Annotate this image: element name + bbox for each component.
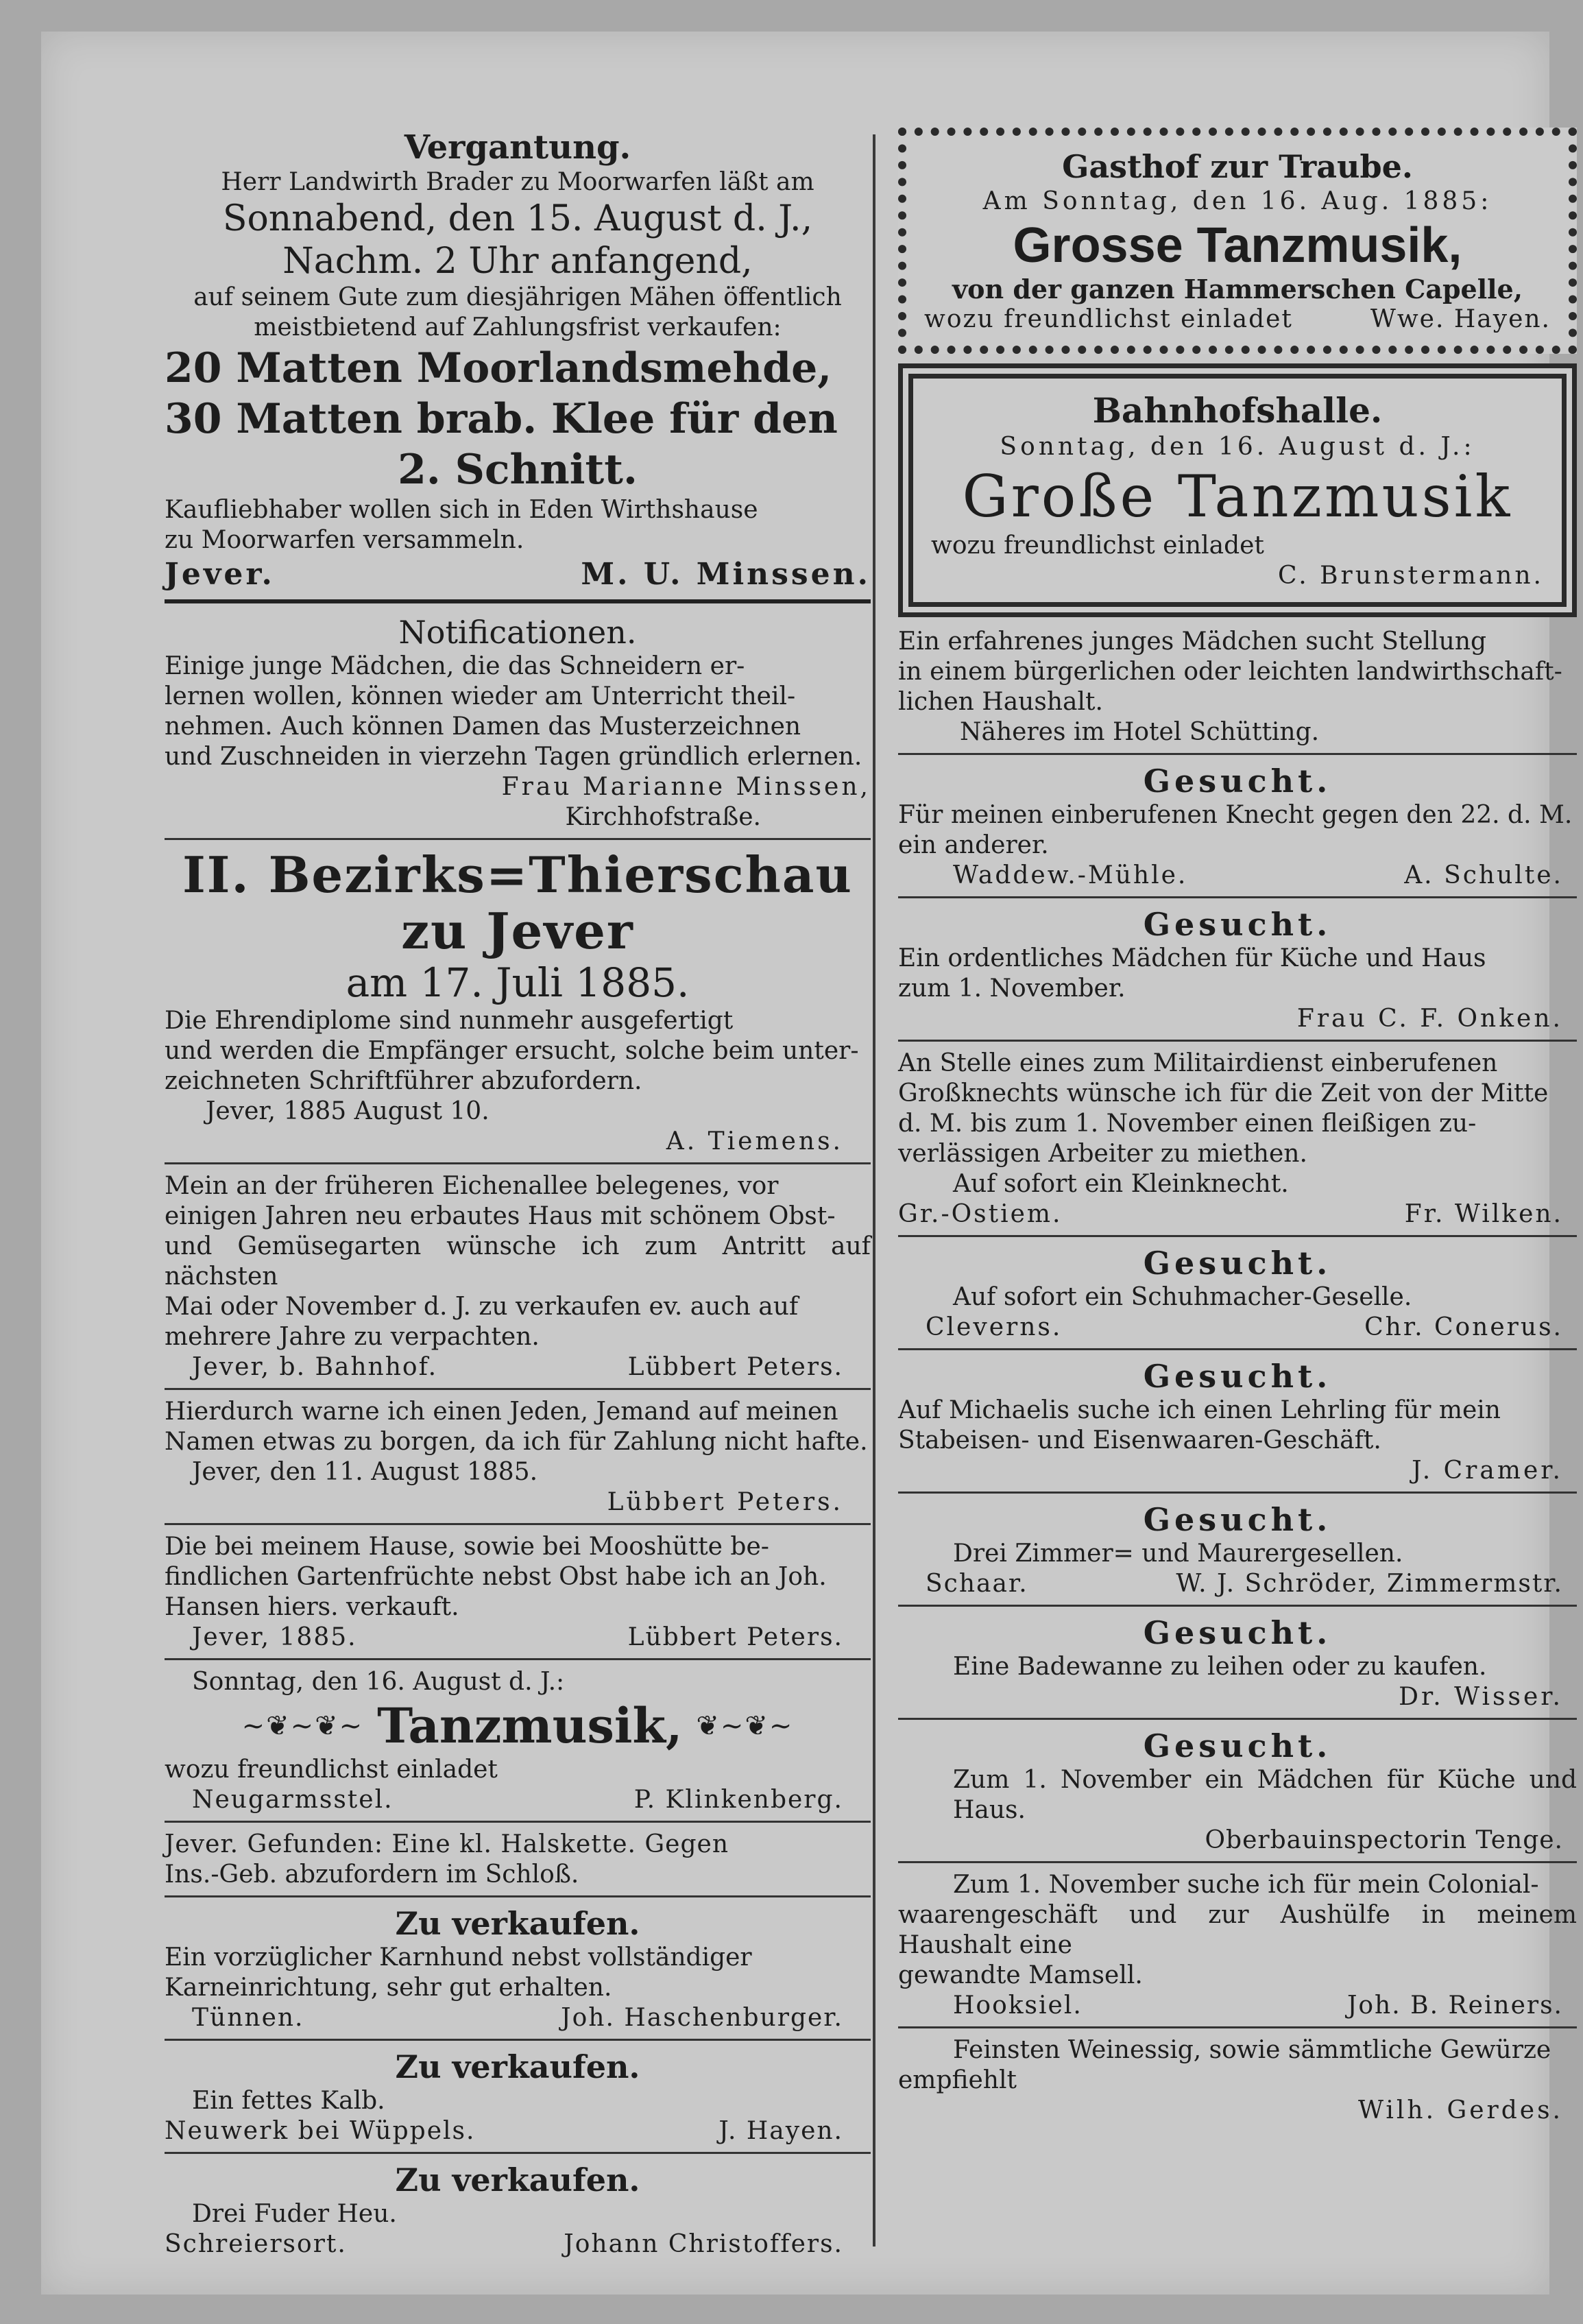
ad-signature: A. Schulte. bbox=[1404, 861, 1563, 889]
ad-gesucht-6 bbox=[898, 1500, 1577, 1599]
ad-text: gewandte Mamsell. bbox=[898, 1961, 1143, 1989]
ad-text: zeichneten Schriftführer abzufordern. bbox=[165, 1067, 642, 1095]
ad-place: Neugarmsstel. bbox=[192, 1786, 394, 1814]
ad-text: Jever, 1885 August 10. bbox=[206, 1097, 490, 1125]
ad-signature-row bbox=[898, 1456, 1577, 1486]
ad-signature: W. J. Schröder, Zimmermstr. bbox=[1176, 1570, 1563, 1598]
ad-signature-row bbox=[898, 1199, 1577, 1230]
ad-title: Vergantung. bbox=[404, 128, 631, 167]
ad-text: findlichen Gartenfrüchte nebst Obst habe ich an Joh. bbox=[165, 1563, 827, 1591]
ad-title: Gasthof zur Traube. bbox=[1062, 148, 1413, 185]
ad-text: Ins.-Geb. abzufordern im Schloß. bbox=[165, 1860, 579, 1889]
ad-place: Neuwerk bei Wüppels. bbox=[165, 2117, 476, 2145]
ad-text: auf seinem Gute zum diesjährigen Mähen öffentlich bbox=[193, 283, 842, 311]
ad-text: Drei Fuder Heu. bbox=[192, 2200, 397, 2228]
ad-text: nehmen. Auch können Damen das Musterzeichnen bbox=[165, 712, 801, 741]
ad-title: Gesucht. bbox=[1143, 1727, 1332, 1764]
ad-headline: 30 Matten brab. Klee für den bbox=[165, 395, 838, 443]
ad-signature-row bbox=[924, 304, 1551, 335]
ad-text: in einem bürgerlichen oder leichten landwirthschaft- bbox=[898, 658, 1562, 686]
ad-warnung bbox=[165, 1397, 871, 1518]
divider bbox=[898, 1040, 1577, 1042]
divider bbox=[165, 599, 871, 603]
ad-title: Gesucht. bbox=[1143, 1501, 1332, 1538]
ad-headline: 2. Schnitt. bbox=[398, 446, 638, 494]
ad-text: verlässigen Arbeiter zu miethen. bbox=[898, 1140, 1307, 1168]
ad-text: Eine Badewanne zu leihen oder zu kaufen. bbox=[953, 1653, 1487, 1681]
ad-place: Jever. bbox=[165, 557, 275, 592]
divider bbox=[165, 1658, 871, 1660]
ad-signature-row bbox=[165, 2003, 871, 2033]
ad-text: wozu freundlichst einladet bbox=[931, 531, 1264, 560]
ad-signature: Lübbert Peters. bbox=[627, 1623, 843, 1651]
ad-text: Am Sonntag, den 16. Aug. 1885: bbox=[982, 187, 1493, 215]
ornament-icon: ❦~❦~ bbox=[696, 1710, 794, 1742]
divider bbox=[898, 1718, 1577, 1720]
divider bbox=[165, 838, 871, 840]
ad-text: Ein erfahrenes junges Mädchen sucht Stellung bbox=[898, 627, 1487, 656]
ad-text: Zum 1. November suche ich für mein Colonial- bbox=[953, 1871, 1539, 1899]
ad-bahnhofshalle bbox=[898, 363, 1577, 617]
ad-text: Jever, den 11. August 1885. bbox=[192, 1458, 538, 1486]
ad-place: Hooksiel. bbox=[953, 1991, 1083, 2020]
ad-signature-row bbox=[165, 1487, 871, 1518]
ad-text: empfiehlt bbox=[898, 2066, 1017, 2094]
ad-signature: Dr. Wisser. bbox=[1399, 1683, 1563, 1711]
ad-text: Großknechts wünsche ich für die Zeit von der Mitte bbox=[898, 1079, 1549, 1107]
ad-text: Stabeisen- und Eisenwaaren-Geschäft. bbox=[898, 1426, 1381, 1454]
ad-title: Gesucht. bbox=[1143, 1614, 1332, 1651]
divider bbox=[898, 753, 1577, 755]
ad-text: Sonnabend, den 15. August d. J., bbox=[222, 198, 813, 239]
ad-text: ein anderer. bbox=[898, 831, 1049, 859]
ad-text: Namen etwas zu borgen, da ich für Zahlung nicht hafte. bbox=[165, 1428, 868, 1456]
ad-headline: Tanzmusik, bbox=[377, 1697, 683, 1754]
ad-signature-row bbox=[165, 2116, 871, 2146]
ad-text: Kaufliebhaber wollen sich in Eden Wirthshause bbox=[165, 496, 758, 524]
ad-signature: C. Brunstermann. bbox=[1277, 562, 1544, 590]
ad-text: Die bei meinem Hause, sowie bei Mooshütte be- bbox=[165, 1533, 769, 1561]
ad-signature-row bbox=[898, 1313, 1577, 1343]
ad-title: Gesucht. bbox=[1143, 906, 1332, 943]
ad-place: Jever, 1885. bbox=[192, 1623, 357, 1651]
ad-tanzmusik bbox=[165, 1667, 871, 1815]
ad-place: Jever, b. Bahnhof. bbox=[192, 1353, 438, 1381]
ad-text: Hierdurch warne ich einen Jeden, Jemand auf meinen bbox=[165, 1398, 838, 1426]
ad-signature-row bbox=[898, 1825, 1577, 1856]
ad-signature-row bbox=[165, 555, 871, 594]
ad-headline: am 17. Juli 1885. bbox=[346, 959, 690, 1006]
ad-signature-row bbox=[165, 1785, 871, 1815]
ad-gesucht-1 bbox=[898, 762, 1577, 891]
ad-gesucht-4 bbox=[898, 1244, 1577, 1343]
ad-signature: J. Hayen. bbox=[718, 2117, 843, 2145]
ad-text: Mein an der früheren Eichenallee belegenes, vor bbox=[165, 1172, 779, 1200]
ad-text: Näheres im Hotel Schütting. bbox=[960, 718, 1320, 746]
ad-text: Einige junge Mädchen, die das Schneidern er- bbox=[165, 652, 745, 680]
ad-signature: M. U. Minssen. bbox=[581, 557, 871, 592]
ad-vergantung bbox=[165, 128, 871, 594]
ad-text: d. M. bis zum 1. November einen fleißigen zu- bbox=[898, 1110, 1477, 1138]
ad-signature: Lübbert Peters. bbox=[607, 1488, 843, 1516]
ad-headline: Große Tanzmusik bbox=[962, 463, 1513, 530]
ad-headline: II. Bezirks=Thierschau bbox=[182, 846, 853, 904]
ad-text: Karneinrichtung, sehr gut erhalten. bbox=[165, 1974, 612, 2002]
ad-signature: Joh. Haschenburger. bbox=[561, 2004, 843, 2032]
ad-text: lernen wollen, können wieder am Unterricht theil- bbox=[165, 682, 796, 710]
ad-gasthof-traube bbox=[898, 128, 1577, 354]
ad-place: Tünnen. bbox=[192, 2004, 304, 2032]
ad-text: meistbietend auf Zahlungsfrist verkaufen: bbox=[254, 313, 782, 342]
divider bbox=[898, 896, 1577, 898]
ad-text: und Gemüsegarten wünsche ich zum Antritt auf nächsten bbox=[165, 1232, 871, 1291]
ad-signature: Chr. Conerus. bbox=[1364, 1313, 1563, 1341]
ad-signature: Wwe. Hayen. bbox=[1370, 305, 1551, 333]
ad-signature-row bbox=[898, 1569, 1577, 1599]
right-column bbox=[898, 128, 1577, 2126]
ad-title: Zu verkaufen. bbox=[395, 1905, 640, 1942]
ad-signature: Frau C. F. Onken. bbox=[1296, 1005, 1563, 1033]
ad-headline: Grosse Tanzmusik, bbox=[1013, 218, 1462, 273]
ad-text: Auf sofort ein Schuhmacher-Geselle. bbox=[953, 1283, 1412, 1311]
ad-place: Schaar. bbox=[926, 1570, 1028, 1598]
newspaper-page bbox=[41, 32, 1577, 2295]
ad-signature: Johann Christoffers. bbox=[564, 2230, 843, 2258]
ad-signature: J. Cramer. bbox=[1412, 1457, 1563, 1485]
ad-notificationen bbox=[165, 613, 871, 832]
ad-signature: P. Klinkenberg. bbox=[633, 1786, 843, 1814]
ad-signature-row bbox=[165, 1622, 871, 1653]
ad-gesucht-5 bbox=[898, 1357, 1577, 1486]
ad-signature: Lübbert Peters. bbox=[627, 1353, 843, 1381]
ad-text: Herr Landwirth Brader zu Moorwarfen läßt am bbox=[221, 168, 814, 196]
ornament-icon: ~❦~❦~ bbox=[241, 1710, 364, 1742]
ad-signature: Wilh. Gerdes. bbox=[1357, 2096, 1563, 2124]
ad-signature: Joh. B. Reiners. bbox=[1346, 1991, 1563, 2020]
divider bbox=[898, 1235, 1577, 1237]
ad-text: Die Ehrendiplome sind nunmehr ausgefertigt bbox=[165, 1007, 734, 1035]
divider bbox=[165, 1162, 871, 1164]
ad-signature: Oberbauinspectorin Tenge. bbox=[1205, 1826, 1563, 1854]
ad-signature-row bbox=[898, 861, 1577, 891]
column-divider bbox=[873, 134, 875, 2247]
ad-verkaufen-2 bbox=[165, 2048, 871, 2146]
ad-signature-row bbox=[165, 2229, 871, 2260]
ad-gefunden bbox=[165, 1830, 871, 1890]
ad-title: Zu verkaufen. bbox=[395, 2161, 640, 2199]
ad-text: Für meinen einberufenen Knecht gegen den 22. d. M. bbox=[898, 801, 1573, 829]
ad-garten bbox=[165, 1532, 871, 1653]
ad-headline: 20 Matten Moorlandsmehde, bbox=[165, 344, 832, 392]
divider bbox=[898, 2026, 1577, 2028]
ad-text: lichen Haushalt. bbox=[898, 688, 1103, 716]
divider bbox=[898, 1861, 1577, 1863]
ad-text: Ein ordentliches Mädchen für Küche und Haus bbox=[898, 944, 1486, 972]
ad-stellung bbox=[898, 627, 1577, 747]
ad-signature-row bbox=[165, 1352, 871, 1382]
ad-title: Bahnhofshalle. bbox=[1092, 390, 1383, 431]
divider bbox=[165, 1895, 871, 1897]
ad-title: Zu verkaufen. bbox=[395, 2048, 640, 2085]
ad-gesucht-8 bbox=[898, 1727, 1577, 1856]
ad-text: und werden die Empfänger ersucht, solche beim unter- bbox=[165, 1037, 859, 1065]
ad-text: Sonntag, den 16. August d. J.: bbox=[1000, 433, 1475, 461]
ad-text: Auf Michaelis suche ich einen Lehrling für mein bbox=[898, 1396, 1501, 1424]
ad-text: zum 1. November. bbox=[898, 974, 1126, 1003]
ad-place: Gr.-Ostiem. bbox=[898, 1200, 1063, 1228]
ad-verkaufen-1 bbox=[165, 1904, 871, 2033]
ad-place: Cleverns. bbox=[926, 1313, 1063, 1341]
ad-signature: A. Tiemens. bbox=[666, 1127, 843, 1155]
ad-place: Schreiersort. bbox=[165, 2230, 347, 2258]
ad-signature-row bbox=[898, 1682, 1577, 1712]
ad-gesucht-7 bbox=[898, 1614, 1577, 1712]
ad-title: Gesucht. bbox=[1143, 1245, 1332, 1282]
ad-headline: zu Jever bbox=[401, 902, 634, 960]
ad-mamsell bbox=[898, 1870, 1577, 2021]
ad-signature-row bbox=[931, 561, 1544, 591]
ad-text: mehrere Jahre zu verpachten. bbox=[165, 1323, 540, 1351]
ad-text: Sonntag, den 16. August d. J.: bbox=[192, 1668, 565, 1696]
ad-signature: Kirchhofstraße. bbox=[565, 803, 761, 831]
ad-signature-row bbox=[165, 772, 871, 802]
ad-text: Auf sofort ein Kleinknecht. bbox=[953, 1170, 1289, 1198]
ad-text: Hansen hiers. verkauft. bbox=[165, 1593, 459, 1621]
ad-signature-row bbox=[165, 1127, 871, 1157]
ad-thierschau bbox=[165, 847, 871, 1157]
ad-text: wozu freundlichst einladet bbox=[165, 1756, 498, 1784]
ad-text: Jever. Gefunden: Eine kl. Halskette. Gegen bbox=[165, 1830, 729, 1858]
left-column bbox=[165, 128, 871, 2260]
ad-text: wozu freundlichst einladet bbox=[924, 305, 1293, 333]
ad-text: einigen Jahren neu erbautes Haus mit schönem Obst- bbox=[165, 1202, 836, 1230]
divider bbox=[165, 2152, 871, 2154]
ad-text: Nachm. 2 Uhr anfangend, bbox=[282, 241, 753, 282]
divider bbox=[165, 2039, 871, 2041]
ad-signature-row bbox=[898, 1004, 1577, 1034]
ad-verkaufen-3 bbox=[165, 2161, 871, 2260]
ad-place: Waddew.-Mühle. bbox=[953, 861, 1188, 889]
ad-text: Drei Zimmer= und Maurergesellen. bbox=[953, 1540, 1403, 1568]
ad-signature-row bbox=[898, 1991, 1577, 2021]
ad-weinessig bbox=[898, 2035, 1577, 2126]
divider bbox=[898, 1348, 1577, 1350]
ad-haus bbox=[165, 1171, 871, 1382]
ad-grossknecht bbox=[898, 1049, 1577, 1230]
ad-signature-row bbox=[165, 802, 871, 832]
divider bbox=[898, 1492, 1577, 1494]
ad-signature: Fr. Wilken. bbox=[1404, 1200, 1563, 1228]
divider bbox=[165, 1388, 871, 1390]
divider bbox=[165, 1821, 871, 1823]
ad-text: und Zuschneiden in vierzehn Tagen gründlich erlernen. bbox=[165, 743, 862, 771]
ad-text: Feinsten Weinessig, sowie sämmtliche Gewürze bbox=[953, 2036, 1551, 2064]
ad-text: Mai oder November d. J. zu verkaufen ev. auch auf bbox=[165, 1293, 799, 1321]
ad-text: waarengeschäft und zur Aushülfe in meinem Haushalt eine bbox=[898, 1901, 1577, 1959]
divider bbox=[165, 1523, 871, 1525]
ad-headline-row bbox=[165, 1697, 871, 1755]
ad-text: von der ganzen Hammerschen Capelle, bbox=[952, 274, 1523, 304]
ad-signature: Frau Marianne Minssen, bbox=[501, 773, 871, 801]
ad-title: Gesucht. bbox=[1143, 1358, 1332, 1395]
ad-gesucht-2 bbox=[898, 905, 1577, 1034]
ad-text: Ein vorzüglicher Karnhund nebst vollständiger bbox=[165, 1943, 752, 1972]
ad-text: An Stelle eines zum Militairdienst einberufenen bbox=[898, 1049, 1498, 1077]
ad-text: zu Moorwarfen versammeln. bbox=[165, 526, 524, 554]
ad-text: Zum 1. November ein Mädchen für Küche und Haus. bbox=[953, 1766, 1577, 1824]
ad-text: Ein fettes Kalb. bbox=[192, 2087, 385, 2115]
ad-title: Notificationen. bbox=[398, 614, 637, 651]
ad-title: Gesucht. bbox=[1143, 763, 1332, 800]
divider bbox=[898, 1605, 1577, 1607]
ad-signature-row bbox=[898, 2096, 1577, 2126]
